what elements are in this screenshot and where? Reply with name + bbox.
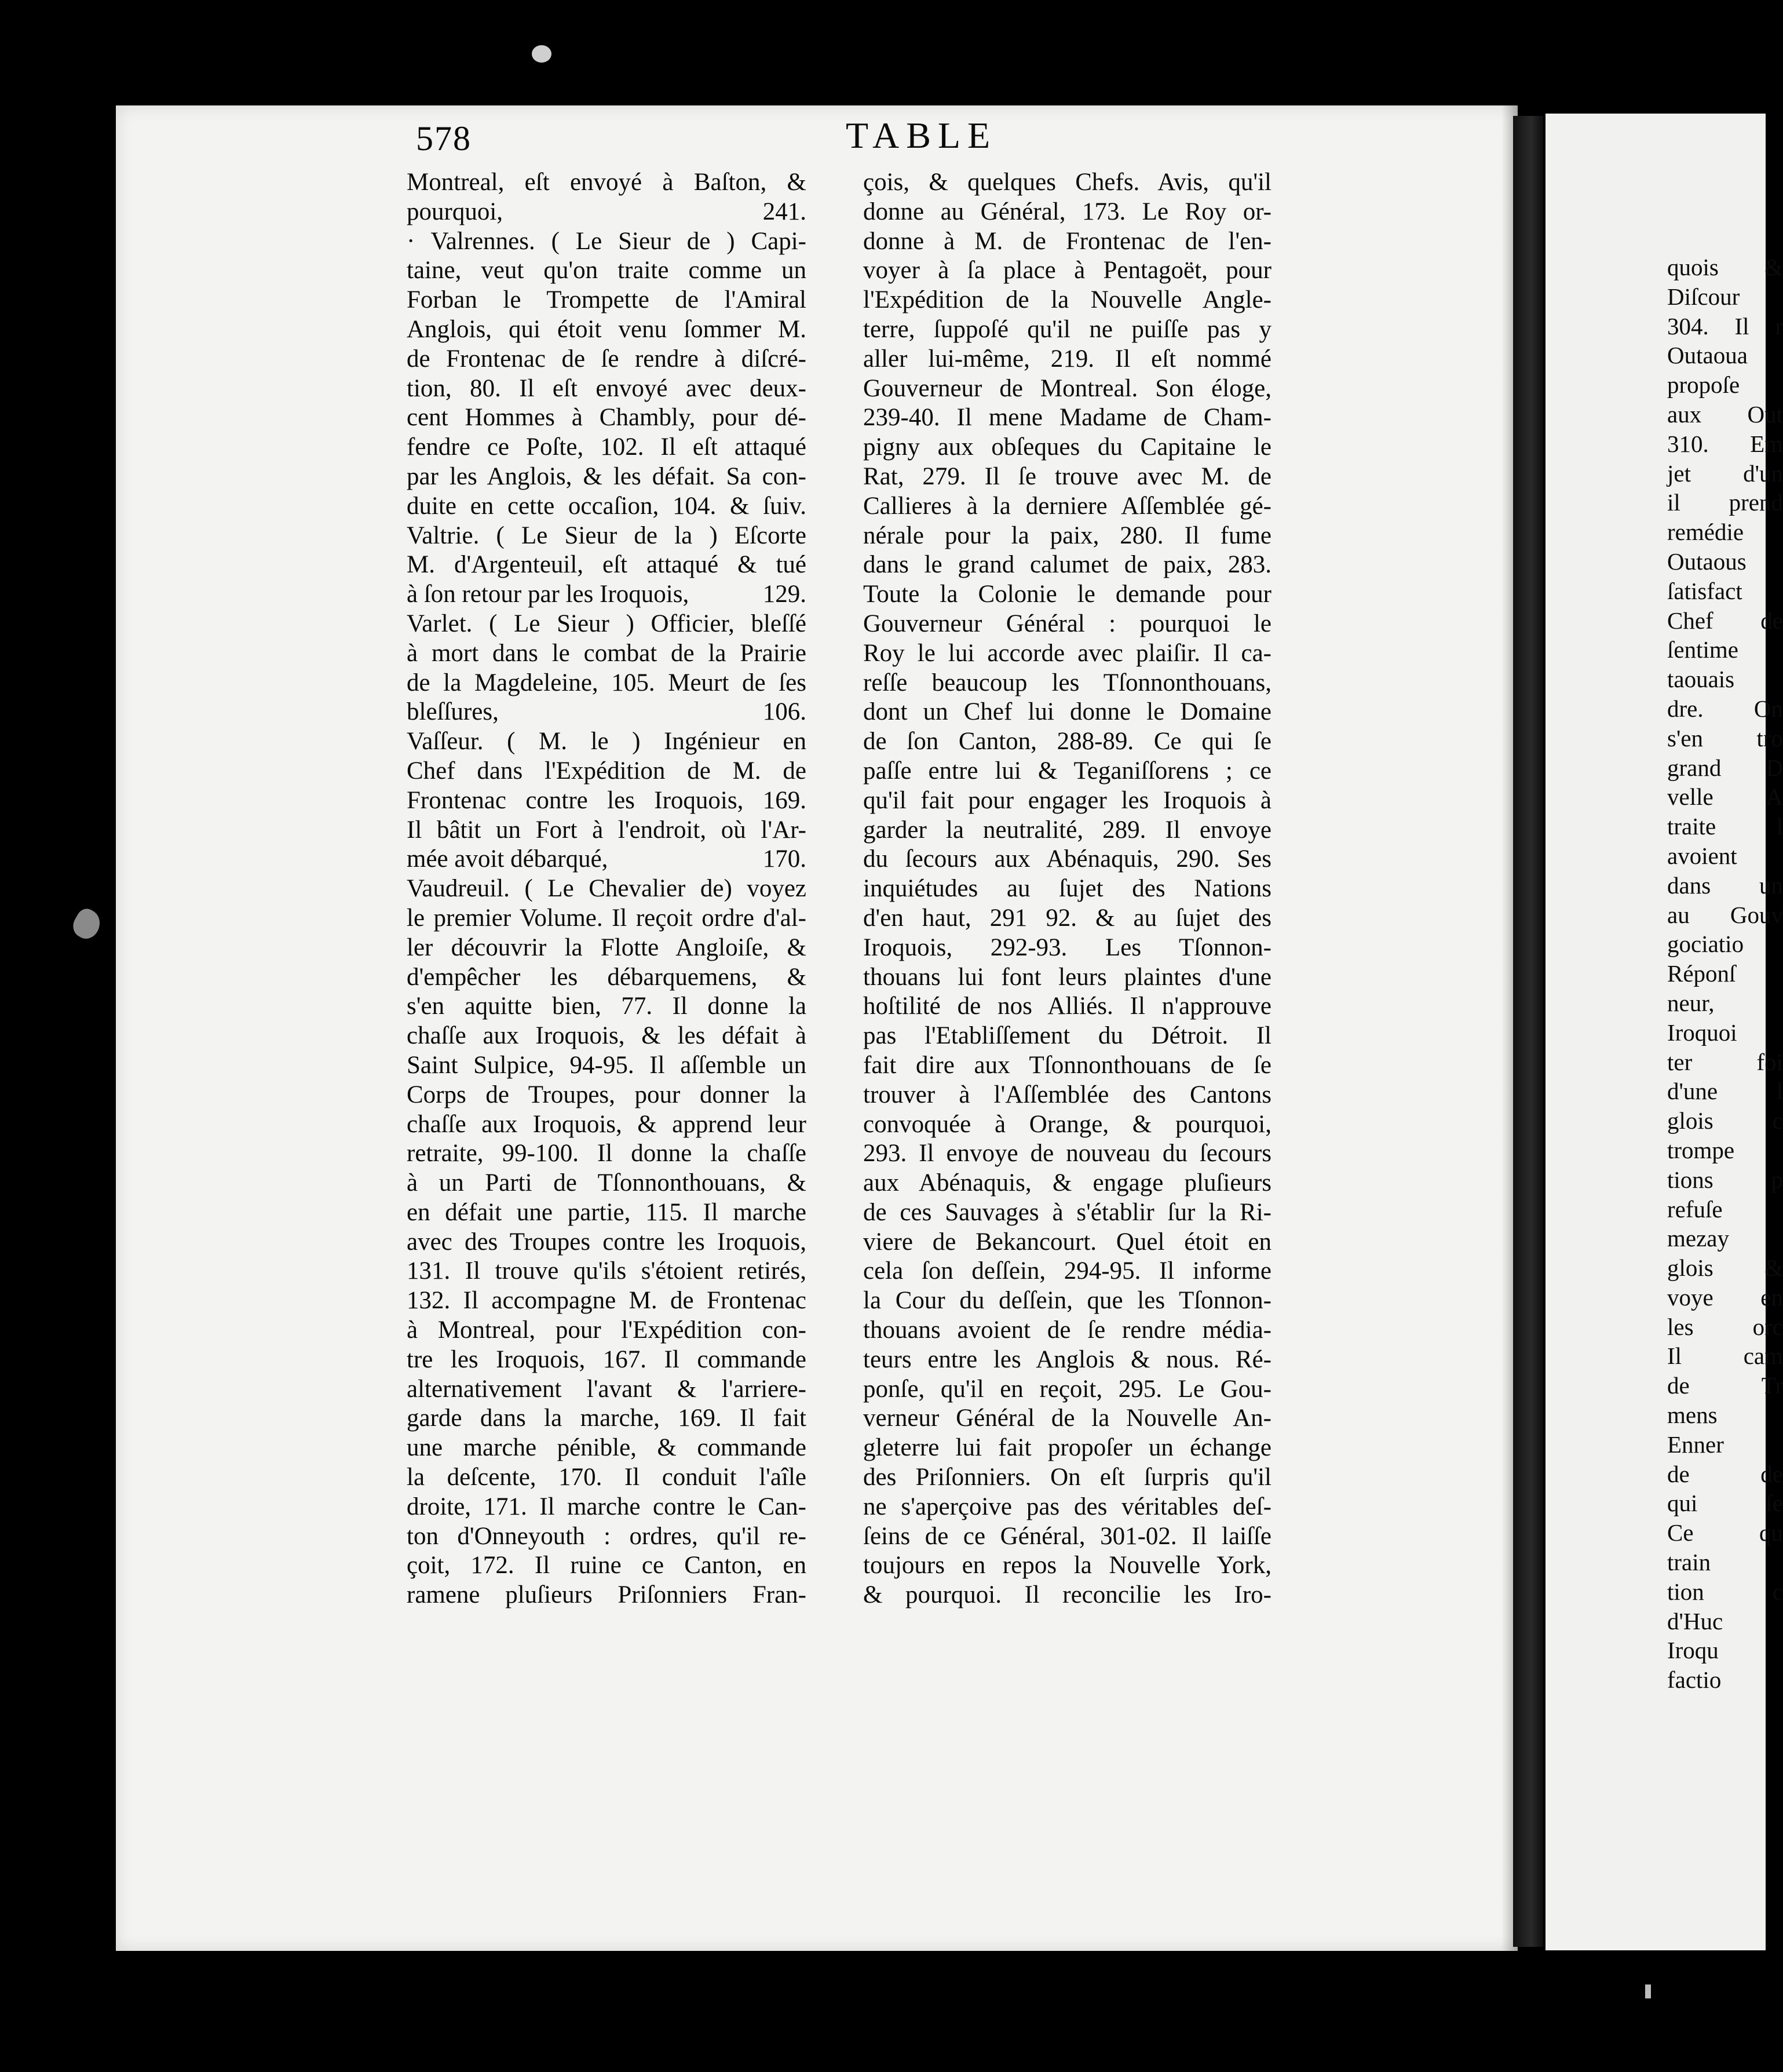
- index-line: une marche pénible, & commande: [407, 1434, 806, 1462]
- index-line: pas l'Etabliſſement du Détroit. Il: [863, 1022, 1272, 1050]
- index-line: fait dire aux Tſonnonthouans de ſe: [863, 1051, 1272, 1079]
- index-line: cent Hommes à Chambly, pour dé-: [407, 404, 806, 432]
- facing-page-line: s'en tro: [1667, 724, 1783, 752]
- facing-page-line: de Tr: [1667, 1372, 1783, 1399]
- index-line: Chef dans l'Expédition de M. de: [407, 757, 806, 785]
- facing-page-line: Diſcour: [1667, 283, 1740, 310]
- index-line: par les Anglois, & les défait. Sa con-: [407, 462, 806, 490]
- index-line: tre les Iroquois, 167. Il commande: [407, 1345, 806, 1373]
- index-line: la deſcente, 170. Il conduit l'aîle: [407, 1464, 806, 1491]
- index-line: fendre ce Poſte, 102. Il eſt attaqué: [407, 433, 806, 461]
- page-reference: 106.: [762, 698, 806, 726]
- facing-page-line: d'Huc: [1667, 1607, 1723, 1635]
- index-line: à Montreal, pour l'Expédition con-: [407, 1316, 806, 1344]
- facing-page-line: tion c: [1667, 1578, 1783, 1605]
- index-line: droite, 171. Il marche contre le Can-: [407, 1493, 806, 1520]
- facing-page-line: propoſe: [1667, 371, 1740, 399]
- index-line: Gouverneur de Montreal. Son éloge,: [863, 374, 1272, 402]
- facing-page-line: jet d'un: [1667, 459, 1783, 487]
- index-line: taine, veut qu'on traite comme un: [407, 257, 806, 284]
- index-line: ramene pluſieurs Priſonniers Fran-: [407, 1581, 806, 1609]
- index-line: le premier Volume. Il reçoit ordre d'al-: [407, 904, 806, 932]
- index-line: des Priſonniers. On eſt ſurpris qu'il: [863, 1464, 1272, 1491]
- facing-page-line: Iroqu: [1667, 1637, 1719, 1664]
- page-number: 578: [416, 119, 472, 158]
- index-column-right: [863, 168, 1272, 1610]
- index-line: reſſe beaucoup les Tſonnonthouans,: [863, 669, 1272, 696]
- facing-page-line: 310. Em: [1667, 430, 1783, 457]
- running-title: TABLE: [846, 115, 998, 156]
- index-line: de ces Sauvages à s'établir ſur la Ri-: [863, 1198, 1272, 1226]
- index-line: paſſe entre lui & Teganiſſorens ; ce: [863, 757, 1272, 785]
- ink-spot: [532, 45, 551, 63]
- index-line: ne s'aperçoive pas des véritables deſ-: [863, 1493, 1272, 1520]
- facing-page-line: Outaoua: [1667, 342, 1748, 369]
- facing-page-line: voye en: [1667, 1283, 1783, 1311]
- index-line: aux Abénaquis, & engage pluſieurs: [863, 1169, 1272, 1197]
- index-line: de Frontenac de ſe rendre à diſcré-: [407, 345, 806, 373]
- index-line: dont un Chef lui donne le Domaine: [863, 698, 1272, 726]
- facing-page-line: Réponſ: [1667, 960, 1736, 987]
- index-line: alternativement l'avant & l'arriere-: [407, 1375, 806, 1403]
- facing-page-line: ſatisfact: [1667, 577, 1742, 604]
- index-line: 131. Il trouve qu'ils s'étoient retirés,: [407, 1257, 806, 1285]
- facing-page-line: ter foi: [1667, 1048, 1783, 1075]
- index-line: avec des Troupes contre les Iroquois,: [407, 1228, 806, 1256]
- facing-page-line: aux Out: [1667, 400, 1783, 428]
- facing-page-line: 304. Il r: [1667, 312, 1783, 340]
- index-line: de la Magdeleine, 105. Meurt de ſes: [407, 669, 806, 696]
- index-line: verneur Général de la Nouvelle An-: [863, 1405, 1272, 1432]
- facing-page-line: au Gouv: [1667, 901, 1783, 928]
- index-line: chaſſe aux Iroquois, & apprend leur: [407, 1110, 806, 1138]
- index-line: à un Parti de Tſonnonthouans, &: [407, 1169, 806, 1197]
- index-line: ſeins de ce Général, 301-02. Il laiſſe: [863, 1522, 1272, 1550]
- facing-page-line: Enner: [1667, 1431, 1724, 1458]
- facing-page-line: Iroquoi: [1667, 1019, 1737, 1046]
- book-binding: [1513, 116, 1543, 1947]
- facing-page-line: Ce qu: [1667, 1519, 1783, 1546]
- index-line: · Valrennes. ( Le Sieur de ) Capi-: [407, 227, 806, 255]
- facing-page-text: [1667, 253, 1783, 1695]
- index-line: d'en haut, 291 92. & au ſujet des: [863, 904, 1272, 932]
- facing-page-line: Chef de: [1667, 607, 1783, 634]
- index-line: Vaſſeur. ( M. le ) Ingénieur en: [407, 728, 806, 756]
- facing-page-line: ſentime: [1667, 636, 1738, 663]
- index-line: l'Expédition de la Nouvelle Angle-: [863, 286, 1272, 314]
- index-line: Varlet. ( Le Sieur ) Officier, bleſſé: [407, 610, 806, 637]
- facing-page-line: dans un: [1667, 871, 1783, 899]
- facing-page-line: Il cam: [1667, 1343, 1783, 1370]
- index-line: cela ſon deſſein, 294-95. Il informe: [863, 1257, 1272, 1285]
- page-reference: 170.: [762, 845, 806, 873]
- facing-page-line: trompe: [1667, 1136, 1735, 1163]
- index-line: çoit, 172. Il ruine ce Canton, en: [407, 1552, 806, 1579]
- facing-page-line: glois &: [1667, 1254, 1783, 1282]
- facing-page-line: il prend: [1667, 489, 1783, 516]
- index-line: inquiétudes au ſujet des Nations: [863, 875, 1272, 903]
- entry-text: mée avoit débarqué,: [407, 845, 608, 873]
- index-line: dans le grand calumet de paix, 283.: [863, 551, 1272, 579]
- index-line: chaſſe aux Iroquois, & les défait à: [407, 1022, 806, 1050]
- facing-page-line: de de: [1667, 1460, 1783, 1487]
- index-line: s'en aquitte bien, 77. Il donne la: [407, 993, 806, 1020]
- left-page: [116, 105, 1518, 1951]
- index-line: & pourquoi. Il reconcilie les Iro-: [863, 1581, 1272, 1609]
- index-line: Corps de Troupes, pour donner la: [407, 1081, 806, 1108]
- index-line: terre, ſuppoſé qu'il ne puiſſe pas y: [863, 315, 1272, 343]
- index-line: 239-40. Il mene Madame de Cham-: [863, 404, 1272, 432]
- ink-spot: [1645, 1985, 1651, 1998]
- index-line: [407, 698, 806, 727]
- facing-page-line: velle A: [1667, 783, 1783, 811]
- index-line: retraite, 99-100. Il donne la chaſſe: [407, 1140, 806, 1168]
- index-line: du ſecours aux Abénaquis, 290. Ses: [863, 845, 1272, 873]
- index-line: viere de Bekancourt. Quel étoit en: [863, 1228, 1272, 1256]
- index-line: aller lui-même, 219. Il eſt nommé: [863, 345, 1272, 373]
- index-line: qu'il fait pour engager les Iroquois à: [863, 786, 1272, 814]
- facing-page-line: Outaous: [1667, 548, 1747, 575]
- index-line: 293. Il envoye de nouveau du ſecours: [863, 1140, 1272, 1168]
- index-line: Montreal, eſt envoyé à Baſton, &: [407, 169, 806, 196]
- index-line: pigny aux obſeques du Capitaine le: [863, 433, 1272, 461]
- index-line: nérale pour la paix, 280. Il fume: [863, 521, 1272, 549]
- index-line: à mort dans le combat de la Prairie: [407, 639, 806, 667]
- index-line: Anglois, qui étoit venu ſommer M.: [407, 315, 806, 343]
- index-line: Valtrie. ( Le Sieur de la ) Eſcorte: [407, 521, 806, 549]
- page-reference: 241.: [762, 198, 806, 225]
- facing-page-line: remédie: [1667, 519, 1744, 546]
- facing-page-line: mezay: [1667, 1225, 1729, 1252]
- facing-page-line: glois c: [1667, 1107, 1783, 1135]
- facing-page-line: dre. On: [1667, 695, 1783, 722]
- index-line: Saint Sulpice, 94-95. Il aſſemble un: [407, 1051, 806, 1079]
- facing-page-line: refuſe: [1667, 1195, 1723, 1223]
- index-column-left: [407, 168, 806, 1610]
- index-line: d'empêcher les débarquemens, &: [407, 963, 806, 991]
- index-line: thouans lui font leurs plaintes d'une: [863, 963, 1272, 991]
- index-line: M. d'Argenteuil, eſt attaqué & tué: [407, 551, 806, 579]
- index-line: [407, 580, 806, 610]
- index-line: thouans avoient de ſe rendre média-: [863, 1316, 1272, 1344]
- index-line: ton d'Onneyouth : ordres, qu'il re-: [407, 1522, 806, 1550]
- entry-text: pourquoi,: [407, 198, 503, 225]
- facing-page-line: train: [1667, 1549, 1711, 1576]
- facing-page-line: d'une l: [1667, 1078, 1783, 1105]
- index-line: la Cour du deſſein, que les Tſonnon-: [863, 1287, 1272, 1315]
- entry-text: bleſſures,: [407, 698, 499, 726]
- facing-page-line: neur,: [1667, 989, 1715, 1016]
- facing-page-line: gociatio: [1667, 931, 1744, 958]
- facing-page: [1545, 114, 1783, 1950]
- index-line: Vaudreuil. ( Le Chevalier de) voyez: [407, 875, 806, 903]
- index-line: voyer à ſa place à Pentagoët, pour: [863, 257, 1272, 284]
- facing-page-line: mens: [1667, 1402, 1718, 1429]
- ink-spot: [68, 905, 105, 943]
- index-line: [407, 845, 806, 874]
- facing-page-line: grand D: [1667, 754, 1783, 781]
- facing-page-line: avoient: [1667, 842, 1737, 869]
- index-line: Roy le lui accorde avec plaiſir. Il ca-: [863, 639, 1272, 667]
- facing-page-line: factio: [1667, 1666, 1722, 1694]
- facing-page-line: les orc: [1667, 1313, 1783, 1340]
- index-line: gleterre lui fait propoſer un échange: [863, 1434, 1272, 1462]
- index-line: Iroquois, 292-93. Les Tſonnon-: [863, 933, 1272, 961]
- facing-page-line: traite l: [1667, 813, 1783, 840]
- index-line: toujours en repos la Nouvelle York,: [863, 1552, 1272, 1579]
- index-line: Il bâtit un Fort à l'endroit, où l'Ar-: [407, 816, 806, 844]
- index-line: garde dans la marche, 169. Il fait: [407, 1405, 806, 1432]
- index-line: donne à M. de Frontenac de l'en-: [863, 227, 1272, 255]
- entry-text: à ſon retour par les Iroquois,: [407, 581, 689, 608]
- index-line: [407, 198, 806, 227]
- index-line: Rat, 279. Il ſe trouve avec M. de: [863, 462, 1272, 490]
- index-line: Toute la Colonie le demande pour: [863, 581, 1272, 608]
- index-line: çois, & quelques Chefs. Avis, qu'il: [863, 169, 1272, 196]
- index-line: Forban le Trompette de l'Amiral: [407, 286, 806, 314]
- index-line: hoſtilité de nos Alliés. Il n'approuve: [863, 993, 1272, 1020]
- facing-page-line: taouais: [1667, 666, 1735, 693]
- index-line: convoquée à Orange, & pourquoi,: [863, 1110, 1272, 1138]
- index-line: en défait une partie, 115. Il marche: [407, 1198, 806, 1226]
- index-line: Gouverneur Général : pourquoi le: [863, 610, 1272, 637]
- index-line: ler découvrir la Flotte Angloiſe, &: [407, 933, 806, 961]
- index-line: Callieres à la derniere Aſſemblée gé-: [863, 492, 1272, 520]
- index-line: ponſe, qu'il en reçoit, 295. Le Gou-: [863, 1375, 1272, 1403]
- index-line: Frontenac contre les Iroquois, 169.: [407, 786, 806, 814]
- index-line: 132. Il accompagne M. de Frontenac: [407, 1287, 806, 1315]
- index-line: duite en cette occaſion, 104. & ſuiv.: [407, 492, 806, 520]
- index-line: garder la neutralité, 289. Il envoye: [863, 816, 1272, 844]
- index-line: trouver à l'Aſſemblée des Cantons: [863, 1081, 1272, 1108]
- facing-page-line: quois &: [1667, 254, 1783, 280]
- facing-page-line: tions p: [1667, 1166, 1783, 1193]
- facing-page-line: qui ſe: [1667, 1490, 1783, 1517]
- index-line: donne au Général, 173. Le Roy or-: [863, 198, 1272, 225]
- index-line: teurs entre les Anglois & nous. Ré-: [863, 1345, 1272, 1373]
- running-head: [0, 115, 1763, 165]
- index-line: tion, 80. Il eſt envoyé avec deux-: [407, 374, 806, 402]
- index-line: de ſon Canton, 288-89. Ce qui ſe: [863, 728, 1272, 756]
- page-reference: 129.: [762, 581, 806, 608]
